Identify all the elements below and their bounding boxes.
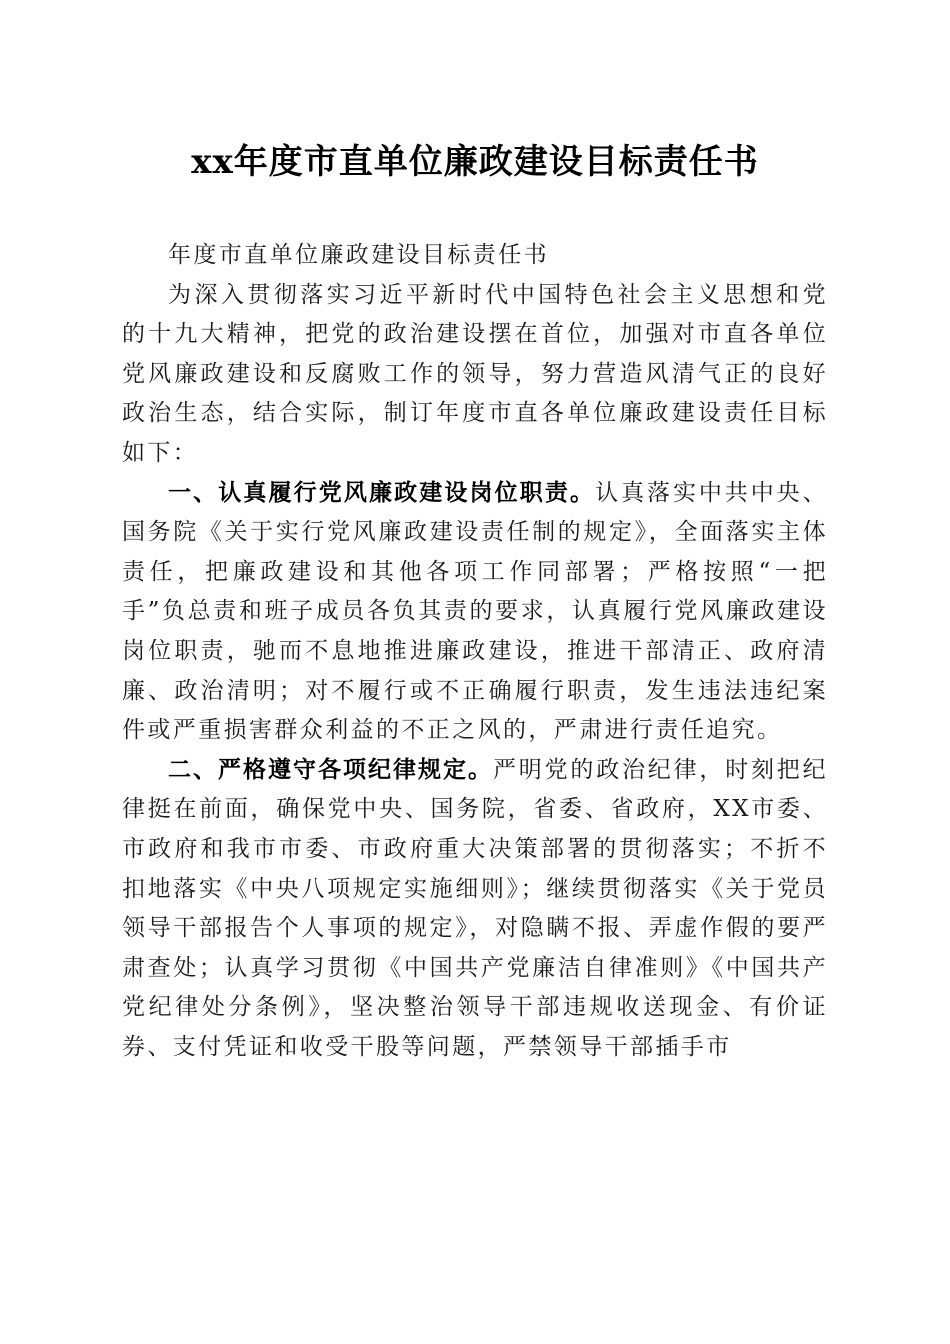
section-paragraph-2 [122, 751, 828, 1068]
document-subtitle: 年度市直单位廉政建设目标责任书 [168, 242, 549, 268]
section-text-1: 认真落实中共中央、国务院《关于实行党风廉政建设责任制的规定》，全面落实主体责任，把廉政建设和其他各项工作同部署；严格按照“一把手”负总责和班子成员各负其责的要求，认真履行党风廉政建设岗位职责，驰而不息地推进廉政建设，推进干部清正、政府清廉、政治清明；对不履行或不正确履行职责，发生违法违纪案件或严重损害群众利益的不正之风的，严肃进行责任追究。 [122, 479, 828, 744]
document-body [122, 236, 828, 1067]
document-title: xx年度市直单位廉政建设目标责任书 [191, 142, 759, 182]
section-heading-1: 一、认真履行党风廉政建设岗位职责。 [168, 479, 596, 506]
intro-paragraph: 为深入贯彻落实习近平新时代中国特色社会主义思想和党的十九大精神，把党的政治建设摆在首位，加强对市直各单位党风廉政建设和反腐败工作的领导，努力营造风清气正的良好政治生态，结合实际，制订年度市直各单位廉政建设责任目标如下： [122, 281, 828, 466]
section-heading-2: 二、严格遵守各项纪律规定。 [168, 756, 493, 783]
section-paragraph-1 [122, 474, 828, 751]
section-text-2: 严明党的政治纪律，时刻把纪律挺在前面，确保党中央、国务院，省委、省政府，XX市委、市政府和我市市委、市政府重大决策部署的贯彻落实；不折不扣地落实《中央八项规定实施细则》；继续贯彻落实《关于党员领导干部报告个人事项的规定》，对隐瞒不报、弄虚作假的要严肃查处；认真学习贯彻《中国共产党廉洁自律准则》《中国共产党纪律处分条例》，坚决整治领导干部违规收送现金、有价证券、支付凭证和收受干股等问题，严禁领导干部插手市 [122, 756, 828, 1060]
